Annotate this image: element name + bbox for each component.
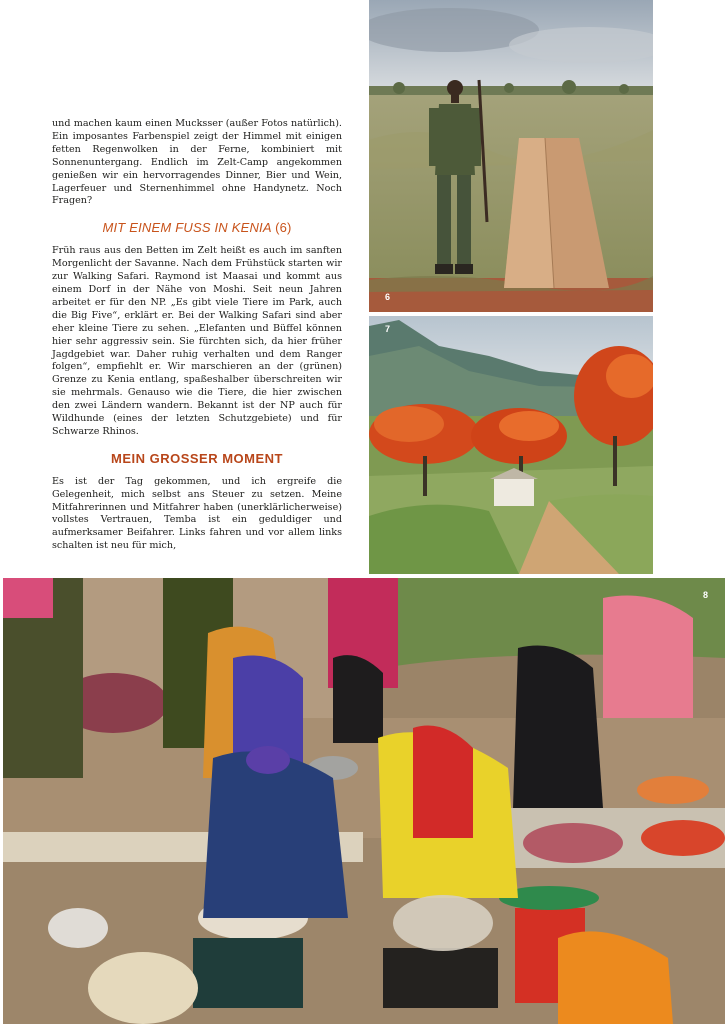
photo-ranger-border-marker [369,0,653,312]
paragraph-driving: Es ist der Tag gekommen, und ich ergreife die Gelegenheit, mich selbst ans Steuer zu setzen. Meine Mitfahrerinnen und Mitfahrer haben (unerklärlicherweise) vollstes Vertrauen, Temba ist ein geduldiger und aufmerksamer Beifahrer. Links fahren und vor allem links schalten ist neu für mich, [52,475,342,552]
heading-kenya-title: MIT EINEM FUSS IN KENIA [102,220,272,236]
heading-kenya [52,222,342,235]
photo-flame-trees-mountains [369,316,653,574]
photo-8-number: 8 [703,590,709,600]
heading-big-moment: MEIN GROSSER MOMENT [110,450,283,466]
photo-6-number: 6 [385,292,391,302]
photo-market-scene [3,578,725,1024]
heading-kenya-ref: (6) [275,220,292,236]
article-text-column [52,118,342,553]
paragraph-sunset: und machen kaum einen Mucksser (außer Fotos natürlich). Ein imposantes Farbenspiel zeigt der Himmel mit einigen fetten Regenwolken in der Ferne, kombiniert mit Sonnenuntergang. Endlich im Zelt-Camp angekommen genießen wir ein hervorragendes Dinner, Bier und Wein, Lagerfeuer und Sternenhimmel ohne Handynetz. Noch Fragen? [52,118,342,207]
photo-7-number: 7 [385,324,391,334]
paragraph-walking-safari: Früh raus aus den Betten im Zelt heißt es auch im sanften Morgenlicht der Savanne. Nach dem Frühstück starten wir zur Walking Safari. Raymond ist Maasai und kommt aus einem Dorf in der Nähe von Moshi. Seit neun Jahren arbeitet er für den NP. „Es gibt viele Tiere im Park, auch die Big Five“, erklärt er. Bei der Walking Safari sind aber eher kleine Tiere zu sehen. „Elefanten und Büffel können hier sehr aggressiv sein. Sie fürchten sich, da hier früher Jagdgebiet war. Daher ruhig verhalten und dem Ranger folgen“, empfiehlt er. Wir marschieren an der (grünen) Grenze zu Kenia entlang, spaßeshalber überschreiten wir sie mehrmals. Genauso wie die Tiere, die hier zwischen den zwei Ländern wandern. Bekannt ist der NP auch für Wildhunde (eines der letzten Schutzgebiete) und für Schwarze Rhinos. [52,245,342,437]
